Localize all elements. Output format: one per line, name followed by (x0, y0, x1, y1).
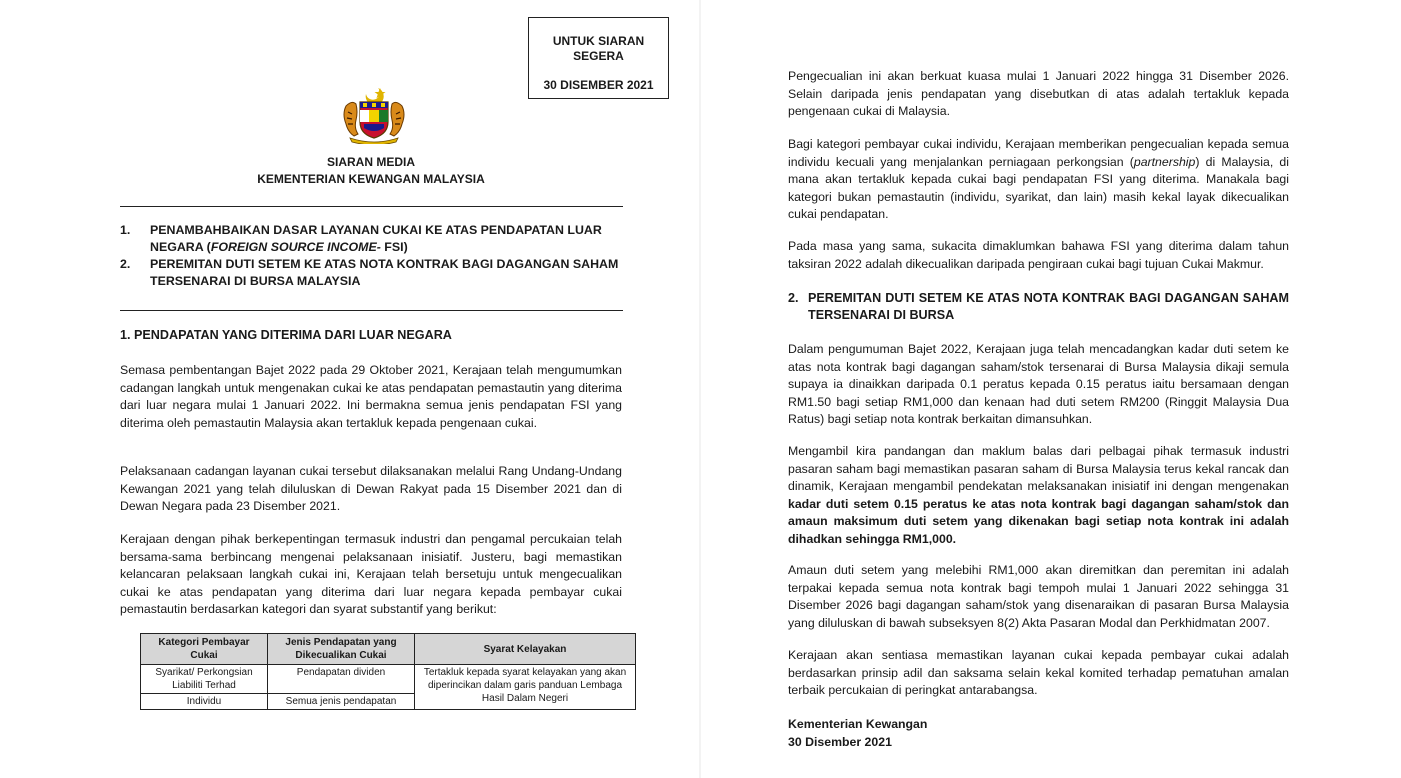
table-cell-kategori: Individu (141, 694, 268, 710)
right-paragraph-2-italic: partnership (1133, 154, 1196, 169)
right-paragraph-6: Amaun duti setem yang melebihi RM1,000 akan diremitkan dan peremitan ini adalah terpakai kepada semua nota kontrak bagi tempoh mulai 1 Januari 2022 sehingga 31 Disember 2026 bagi dagangan saham/stok yang disenaraikan di pasaran Bursa Malaysia yang diluluskan di bawah subseksyen 8(2) Akta Pasaran Modal dan Perkhidmatan 2007. (788, 563, 1289, 630)
section-2-number: 2. (788, 291, 799, 305)
topic-number: 1. (120, 223, 131, 237)
table-header-jenis: Jenis Pendapatan yang Dikecualikan Cukai (268, 634, 415, 665)
table-header-row (141, 634, 636, 665)
topic-italic-text: FOREIGN SOURCE INCOME- (210, 240, 381, 254)
right-paragraph-4: Dalam pengumuman Bajet 2022, Kerajaan juga telah mencadangkan kadar duti setem ke atas nota kontrak bagi dagangan saham/stok tersenarai di Bursa Malaysia dikaji semula supaya ia dinaikkan daripada 0.1 peratus kepada 0.15 peratus iaitu bersamaan dengan RM1.50 bagi setiap RM1,000 dan kenaan had duti setem RM200 (Ringgit Malaysia Dua Ratus) bagi setiap nota kontrak berkaitan dimansuhkan. (788, 342, 1289, 427)
topic-text-suffix: FSI) (380, 240, 408, 254)
table-header-kategori: Kategori Pembayar Cukai (141, 634, 268, 665)
release-notice-box (528, 17, 669, 99)
topic-item (120, 256, 620, 290)
release-line-2: SEGERA (573, 49, 624, 63)
malaysia-coat-of-arms-icon (336, 84, 412, 144)
right-paragraph-5-text: Mengambil kira pandangan dan maklum balas dari pelbagai pihak termasuk industri pasaran saham bagi memastikan pasaran saham di Bursa Malaysia terus kekal rancak dan dinamik, Kerajaan mengambil pendekatan melaksanakan inisiatif ini dengan mengenakan (788, 444, 1289, 494)
page-divider (699, 0, 701, 778)
table-cell-jenis: Semua jenis pendapatan (268, 694, 415, 710)
header-rule-bottom (120, 310, 623, 311)
section-2-heading (788, 290, 1289, 324)
section-2-title: PEREMITAN DUTI SETEM KE ATAS NOTA KONTRAK BAGI DAGANGAN SAHAM TERSENARAI DI BURSA (808, 291, 1289, 322)
right-paragraph-5 (788, 443, 1289, 549)
release-date: 30 DISEMBER 2021 (543, 78, 654, 92)
section-1-heading: 1. PENDAPATAN YANG DITERIMA DARI LUAR NEGARA (120, 328, 452, 342)
right-paragraph-1: Pengecualian ini akan berkuat kuasa mulai 1 Januari 2022 hingga 31 Disember 2026. Selain daripada jenis pendapatan yang disebutkan di atas adalah tertakluk kepada pengenaan cukai di Malaysia. (788, 69, 1289, 119)
right-paragraph-2-text-end: ) di Malaysia, di mana akan tertakluk kepada cukai bagi pendapatan FSI yang diterima. Manakala bagi kategori bukan pemastautin (individu, syarikat, dan lain) masih kekal layak dikecualikan cukai pendapatan. (788, 154, 1289, 222)
table-row (141, 665, 636, 694)
exemption-table (140, 633, 636, 710)
table-cell-jenis: Pendapatan dividen (268, 665, 415, 694)
header-rule-top (120, 206, 623, 207)
section-1-paragraph-2: Pelaksanaan cadangan layanan cukai tersebut dilaksanakan melalui Rang Undang-Undang Kewangan 2021 yang telah diluluskan di Dewan Rakyat pada 15 Disember 2021 dan di Dewan Negara pada 23 Disember 2021. (120, 464, 622, 514)
ministry-name: KEMENTERIAN KEWANGAN MALAYSIA (257, 172, 485, 186)
right-paragraph-2-text: Bagi kategori pembayar cukai individu, Kerajaan memberikan pengecualian kepada semua individu kecuali yang menjalankan perniagaan perkongsian ( (788, 137, 1289, 169)
table-cell-kategori: Syarikat/ Perkongsian Liabiliti Terhad (141, 665, 268, 694)
topic-text: PENAMBAHBAIKAN DASAR LAYANAN CUKAI KE ATAS PENDAPATAN LUAR NEGARA ( (150, 223, 602, 254)
topic-item (120, 222, 620, 256)
signoff-date: 30 Disember 2021 (788, 734, 892, 749)
table-cell-syarat: Tertakluk kepada syarat kelayakan yang akan diperincikan dalam garis panduan Lembaga Hasil Dalam Negeri (415, 665, 636, 710)
topic-text: PEREMITAN DUTI SETEM KE ATAS NOTA KONTRAK BAGI DAGANGAN SAHAM TERSENARAI DI BURSA MALAYSIA (150, 257, 619, 288)
release-line-1: UNTUK SIARAN (552, 34, 645, 48)
signoff-organisation: Kementerian Kewangan (788, 717, 928, 731)
section-1-paragraph-1: Semasa pembentangan Bajet 2022 pada 29 Oktober 2021, Kerajaan telah mengumumkan cadangan langkah untuk mengenakan cukai ke atas pendapatan pemastautin yang diterima dari luar negara mulai 1 Januari 2022. Ini bermakna semua jenis pendapatan FSI yang diterima oleh pemastautin Malaysia akan tertakluk kepada pengenaan cukai. (120, 363, 622, 430)
media-release-title: SIARAN MEDIA (326, 155, 415, 169)
topics-list (120, 222, 620, 290)
right-paragraph-3: Pada masa yang sama, sukacita dimaklumkan bahawa FSI yang diterima dalam tahun taksiran 2022 adalah dikecualikan daripada pengiraan cukai bagi tujuan Cukai Makmur. (788, 239, 1289, 271)
right-paragraph-7: Kerajaan akan sentiasa memastikan layanan cukai kepada pembayar cukai adalah berdasarkan prinsip adil dan saksama selain kekal komited terhadap pematuhan amalan terbaik percukaian di peringkat antarabangsa. (788, 648, 1289, 698)
signoff (788, 716, 927, 751)
right-paragraph-5-bold: kadar duti setem 0.15 peratus ke atas nota kontrak bagi dagangan saham/stok dan amaun maksimum duti setem yang dikenakan bagi setiap nota kontrak ini adalah dihadkan sehingga RM1,000. (788, 496, 1289, 546)
section-1-paragraph-3: Kerajaan dengan pihak berkepentingan termasuk industri dan pengamal percukaian telah bersama-sama berbincang mengenai pelaksanaan inisiatif. Justeru, bagi memastikan kelancaran pelaksaan langkah cukai ini, Kerajaan telah bersetuju untuk mengecualikan cukai ke atas pendapatan yang diterima dari luar negara kepada pembayar cukai pemastautin berdasarkan kategori dan syarat substantif yang berikut: (120, 532, 622, 617)
topic-number: 2. (120, 257, 131, 271)
table-header-syarat: Syarat Kelayakan (415, 634, 636, 665)
right-paragraph-2 (788, 136, 1289, 224)
